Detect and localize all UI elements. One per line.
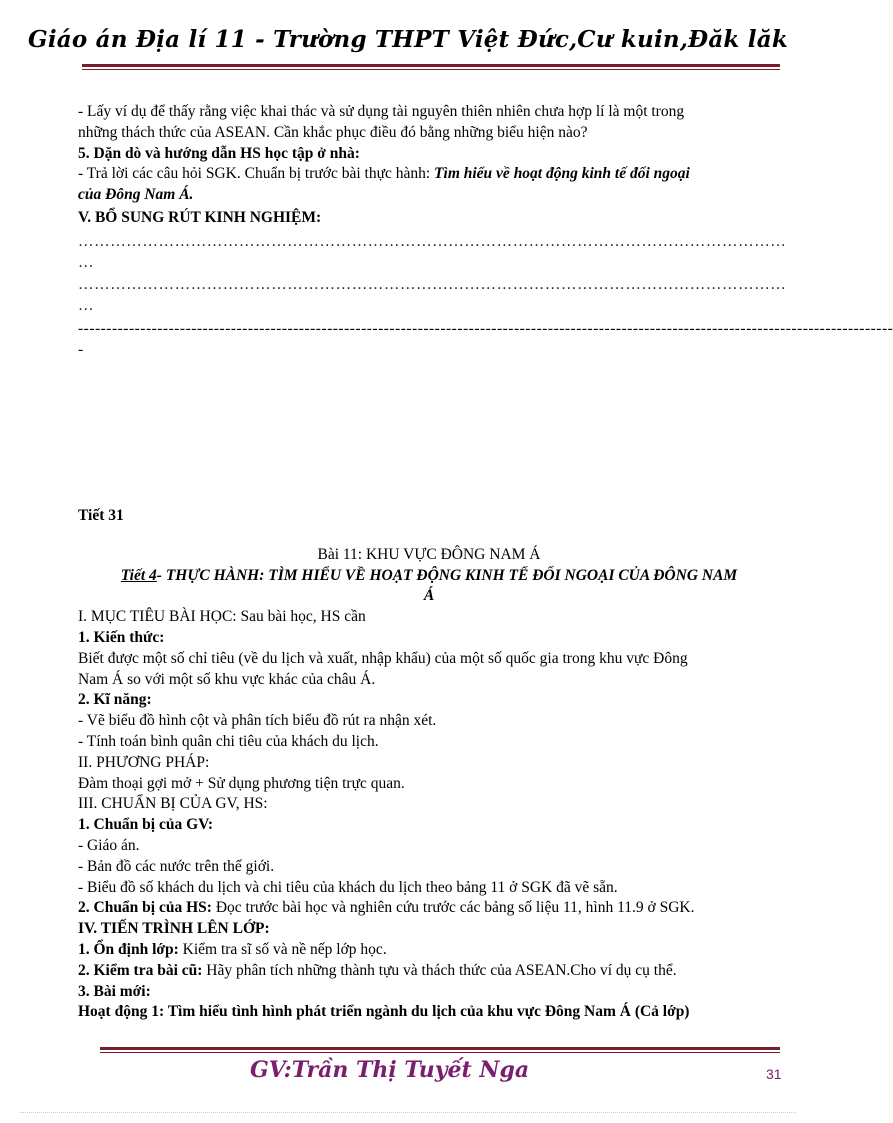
dashed-separator-tail: -	[78, 340, 84, 358]
heading-ki-nang: 2. Kĩ năng:	[78, 691, 152, 709]
dashed-separator: ------------------------------------------------------------------------------------------------------------------------------------------------	[78, 319, 893, 337]
text-line: 2. Chuẩn bị của HS: Đọc trước bài học và nghiên cứu trước các bảng số liệu 11, hình 11.9 ở SGK.	[78, 899, 695, 917]
dotted-line: ……………………………………………………………………………………………………………………	[78, 232, 787, 250]
dotted-line: ……………………………………………………………………………………………………………………	[78, 276, 787, 294]
page-header-title: Giáo án Địa lí 11 - Trường THPT Việt Đức,Cư kuin,Đăk lăk	[28, 26, 788, 53]
text-line: - Bản đồ các nước trên thế giới.	[78, 857, 275, 875]
teacher-name: GV:Trần Thị Tuyết Nga	[250, 1057, 530, 1083]
text-line: - Lấy ví dụ để thấy rằng việc khai thác và sử dụng tài nguyên thiên nhiên chưa hợp lí là một trong	[78, 103, 685, 120]
lesson-section	[78, 506, 780, 1023]
page-number: 31	[766, 1066, 782, 1082]
lesson-period: Tiết 31	[78, 507, 124, 524]
heading-kien-thuc: 1. Kiến thức:	[78, 628, 165, 646]
activity-heading: Hoạt động 1: Tìm hiểu tình hình phát triển ngành du lịch của khu vực Đông Nam Á (Cả lớp)	[78, 1003, 690, 1021]
text-line: - Biểu đồ số khách du lịch và chi tiêu của khách du lịch theo bảng 11 ở SGK đã vẽ sẵn.	[78, 878, 618, 896]
heading-tien-trinh: IV. TIẾN TRÌNH LÊN LỚP:	[78, 920, 270, 938]
lesson-title-cont: Á	[423, 587, 435, 605]
page-bottom-border	[20, 1112, 796, 1113]
text-line: những thách thức của ASEAN. Cần khắc phục điều đó bằng những biểu hiện nào?	[78, 123, 588, 141]
text-line: Biết được một số chỉ tiêu (về du lịch và xuất, nhập khẩu) của một số quốc gia trong khu vực Đông	[78, 649, 688, 667]
heading-chuan-bi: III. CHUẨN BỊ CỦA GV, HS:	[78, 795, 268, 813]
text-line: 2. Kiểm tra bài cũ: Hãy phân tích những thành tựu và thách thức của ASEAN.Cho ví dụ cụ thể.	[78, 961, 677, 979]
text-line: 1. Ổn định lớp: Kiểm tra sĩ số và nề nếp lớp học.	[78, 940, 387, 958]
text-line: - Vẽ biểu đồ hình cột và phân tích biểu đồ rút ra nhận xét.	[78, 712, 437, 730]
text-line: - Giáo án.	[78, 836, 140, 854]
heading-bai-moi: 3. Bài mới:	[78, 982, 151, 1000]
lesson-title: Tiết 4- THỰC HÀNH: TÌM HIỂU VỀ HOẠT ĐỘNG KINH TẾ ĐỐI NGOẠI CỦA ĐÔNG NAM	[120, 566, 738, 584]
section-top	[78, 102, 893, 361]
header-rule	[82, 64, 780, 70]
heading-phuong-phap: II. PHƯƠNG PHÁP:	[78, 753, 210, 771]
objectives-line: I. MỤC TIÊU BÀI HỌC: Sau bài học, HS cần	[78, 608, 366, 626]
dotted-line-tail: …	[78, 253, 95, 271]
footer-rule	[100, 1047, 780, 1053]
text-line: Nam Á so với một số khu vực khác của châu Á.	[78, 670, 376, 688]
lesson-name: Bài 11: KHU VỰC ĐÔNG NAM Á	[317, 545, 541, 563]
heading-chuan-bi-gv: 1. Chuẩn bị của GV:	[78, 816, 214, 834]
text-line: của Đông Nam Á.	[78, 186, 194, 204]
dotted-line-tail: …	[78, 297, 95, 315]
heading-bo-sung: V. BỔ SUNG RÚT KINH NGHIỆM:	[78, 208, 322, 226]
heading-dan-do: 5. Dặn dò và hướng dẫn HS học tập ở nhà:	[78, 144, 360, 162]
text-line: Đàm thoại gợi mở + Sử dụng phương tiện trực quan.	[78, 774, 405, 792]
text-line: - Trả lời các câu hỏi SGK. Chuẩn bị trước bài thực hành: Tìm hiểu về hoạt động kinh tế đối ngoại	[78, 165, 690, 183]
text-line: - Tính toán bình quân chi tiêu của khách du lịch.	[78, 732, 379, 750]
